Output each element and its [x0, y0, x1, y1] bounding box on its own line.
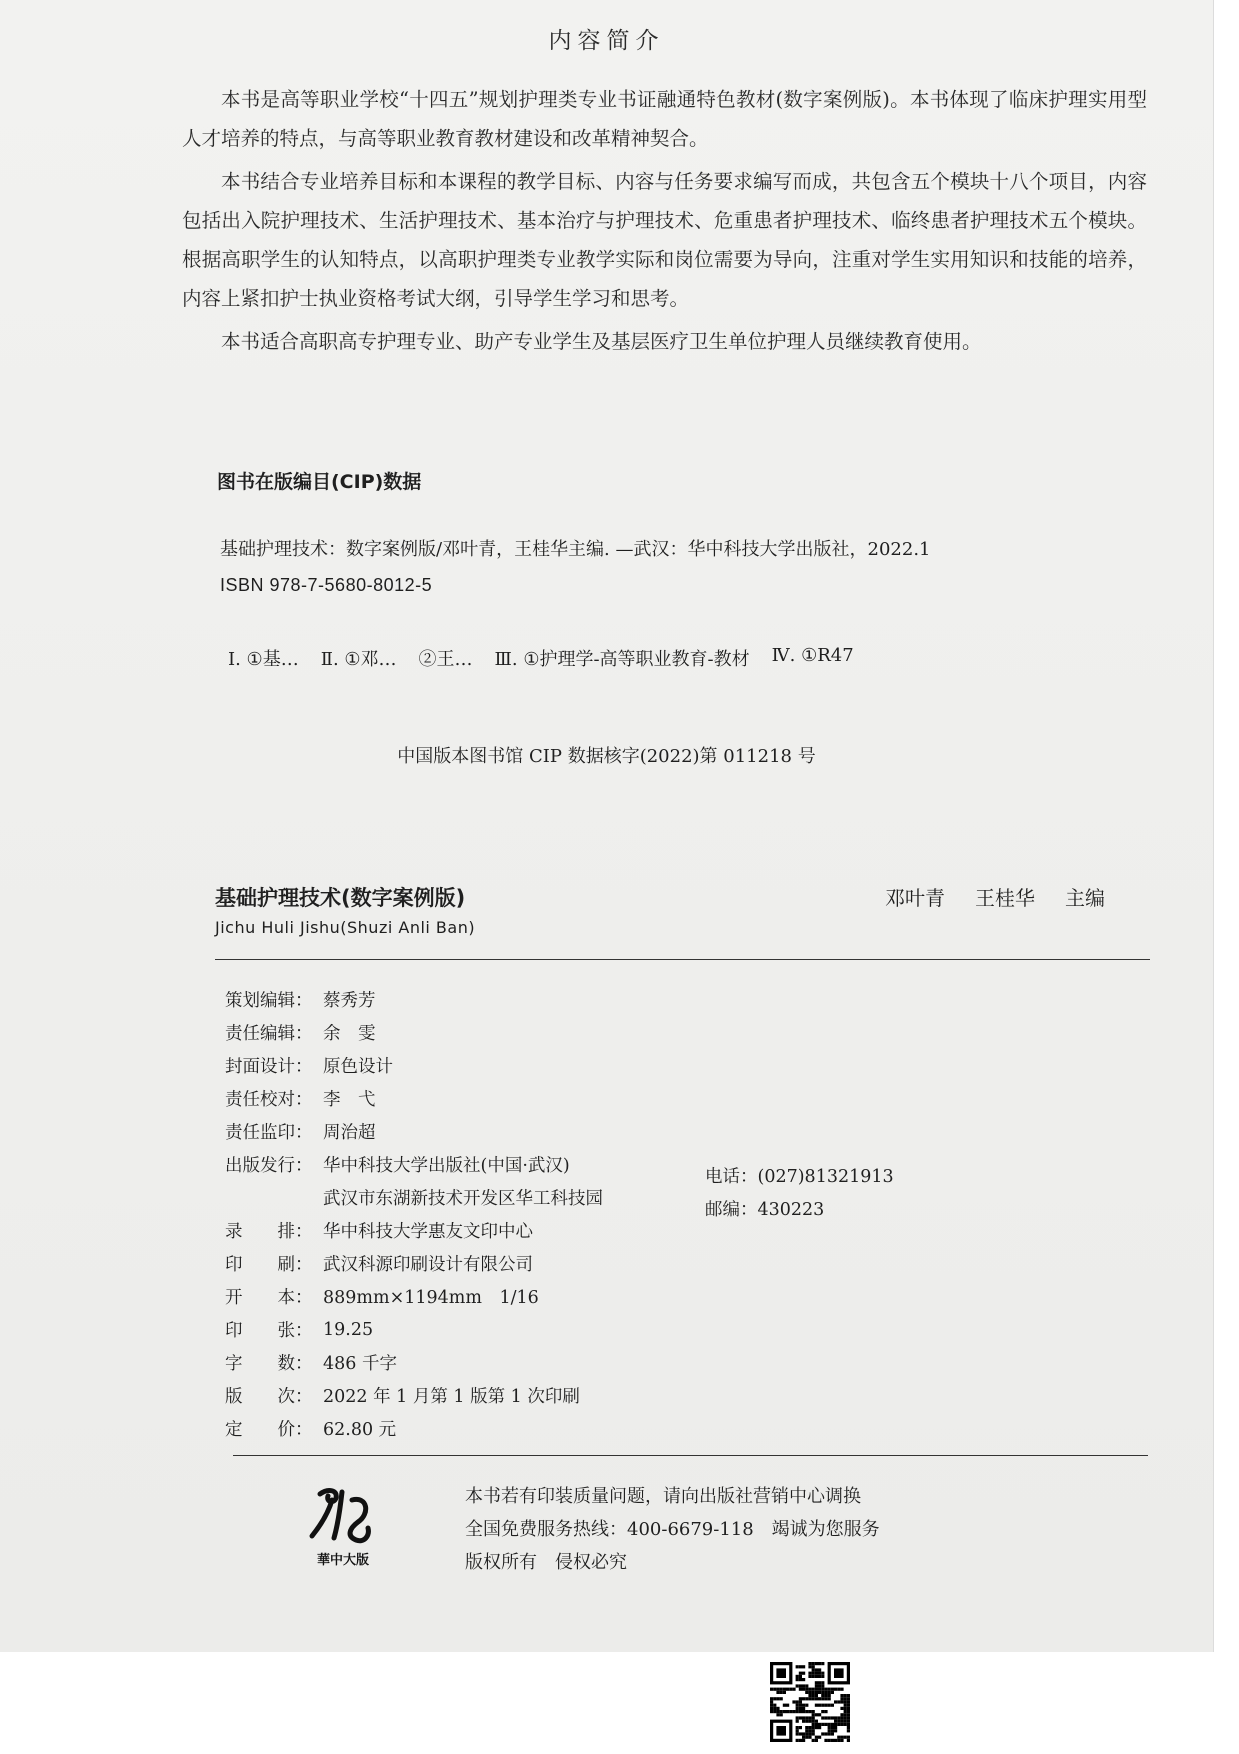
cip-core-number: 中国版本图书馆 CIP 数据核字(2022)第 011218 号 — [397, 746, 816, 767]
footer-line: 本书若有印装质量问题，请向出版社营销中心调换 — [465, 1486, 861, 1507]
credit-row — [225, 1412, 603, 1445]
cip-classification — [228, 645, 854, 671]
credit-row — [225, 1049, 603, 1082]
publisher-logo — [298, 1480, 388, 1570]
credit-row — [225, 1346, 603, 1379]
footer-hotline: 全国免费服务热线：400-6679-118 竭诚为您服务 — [465, 1519, 880, 1540]
page-heading: 内容简介 — [548, 28, 665, 54]
credit-row — [225, 1016, 603, 1049]
credit-value: 华中科技大学出版社(中国·武汉) — [323, 1156, 570, 1176]
editor-name: 王桂华 — [975, 886, 1035, 910]
classification-item: ②王… — [418, 649, 473, 670]
book-editors — [885, 882, 1105, 911]
credit-label: 责任编辑： — [225, 1024, 313, 1044]
credit-label: 责任校对： — [225, 1090, 313, 1110]
intro-paragraph: 本书适合高职高专护理专业、助产专业学生及基层医疗卫生单位护理人员继续教育使用。 — [221, 330, 982, 353]
credit-row — [225, 1214, 603, 1247]
credit-row — [225, 1313, 603, 1346]
editor-role: 主编 — [1065, 886, 1105, 910]
credit-value: 486 千字 — [323, 1354, 397, 1374]
intro-section — [182, 80, 1147, 365]
credit-value: 周治超 — [323, 1123, 376, 1143]
credit-value: 19.25 — [323, 1319, 374, 1340]
credit-label: 版 次： — [225, 1387, 313, 1407]
classification-item: Ⅱ. ①邓… — [320, 649, 397, 670]
logo-text: 華中大版 — [316, 1553, 370, 1568]
credit-row — [225, 1082, 603, 1115]
bottom-margin — [0, 1652, 1239, 1754]
credit-value: 武汉市东湖新技术开发区华工科技园 — [323, 1189, 603, 1209]
credit-value: 华中科技大学惠友文印中心 — [323, 1222, 533, 1242]
credit-label: 策划编辑： — [225, 991, 313, 1011]
divider — [233, 1455, 1148, 1456]
credit-row — [225, 1148, 603, 1181]
classification-item: Ⅰ. ①基… — [228, 649, 299, 670]
publisher-phone: 电话：(027)81321913 — [705, 1167, 894, 1187]
credit-row — [225, 1115, 603, 1148]
credit-label: 印 刷： — [225, 1255, 313, 1275]
footer-notice — [465, 1480, 880, 1579]
credit-value: 李 弋 — [323, 1090, 376, 1110]
credits-list — [225, 983, 603, 1445]
credit-value: 蔡秀芳 — [323, 991, 376, 1011]
cip-record: 基础护理技术：数字案例版/邓叶青，王桂华主编. —武汉：华中科技大学出版社，2022.1 — [220, 539, 931, 560]
credit-row — [225, 1379, 603, 1412]
credit-value: 62.80 元 — [323, 1420, 397, 1440]
editor-name: 邓叶青 — [885, 886, 945, 910]
credit-row — [225, 1280, 603, 1313]
classification-item: Ⅲ. ①护理学-高等职业教育-教材 — [494, 649, 750, 670]
footer-copyright: 版权所有 侵权必究 — [465, 1552, 627, 1573]
credit-value: 原色设计 — [323, 1057, 393, 1077]
credit-value: 余 雯 — [323, 1024, 376, 1044]
divider — [215, 959, 1150, 960]
credit-value: 武汉科源印刷设计有限公司 — [323, 1255, 533, 1275]
credit-row — [225, 1181, 603, 1214]
book-pinyin: Jichu Huli Jishu(Shuzi Anli Ban) — [215, 918, 476, 937]
classification-item: Ⅳ. ①R47 — [771, 645, 854, 666]
credit-label: 开 本： — [225, 1288, 313, 1308]
book-title: 基础护理技术(数字案例版) — [215, 886, 466, 910]
credit-row — [225, 1247, 603, 1280]
credit-label: 印 张： — [225, 1321, 313, 1341]
credit-value: 2022 年 1 月第 1 版第 1 次印刷 — [323, 1387, 580, 1407]
credit-label: 录 排： — [225, 1222, 313, 1242]
qr-code[interactable] — [770, 1662, 850, 1742]
isbn: ISBN 978-7-5680-8012-5 — [220, 575, 433, 595]
publisher-postcode: 邮编：430223 — [705, 1200, 825, 1220]
intro-paragraph: 本书是高等职业学校“十四五”规划护理类专业书证融通特色教材(数字案例版)。本书体现了临床护理实用型人才培养的特点，与高等职业教育教材建设和改革精神契合。 — [182, 88, 1147, 150]
credit-row — [225, 983, 603, 1016]
intro-paragraph: 本书结合专业培养目标和本课程的教学目标、内容与任务要求编写而成，共包含五个模块十八个项目，内容包括出入院护理技术、生活护理技术、基本治疗与护理技术、危重患者护理技术、临终患者护理技术五个模块。根据高职学生的认知特点，以高职护理类专业教学实际和岗位需要为导向，注重对学生实用知识和技能的培养，内容上紧扣护士执业资格考试大纲，引导学生学习和思考。 — [182, 170, 1147, 310]
credit-label: 出版发行： — [225, 1156, 313, 1176]
credit-label: 定 价： — [225, 1420, 313, 1440]
credit-label: 责任监印： — [225, 1123, 313, 1143]
cip-title: 图书在版编目(CIP)数据 — [217, 471, 422, 493]
credit-label: 封面设计： — [225, 1057, 313, 1077]
credit-label: 字 数： — [225, 1354, 313, 1374]
credit-value: 889mm×1194mm 1/16 — [323, 1288, 539, 1308]
